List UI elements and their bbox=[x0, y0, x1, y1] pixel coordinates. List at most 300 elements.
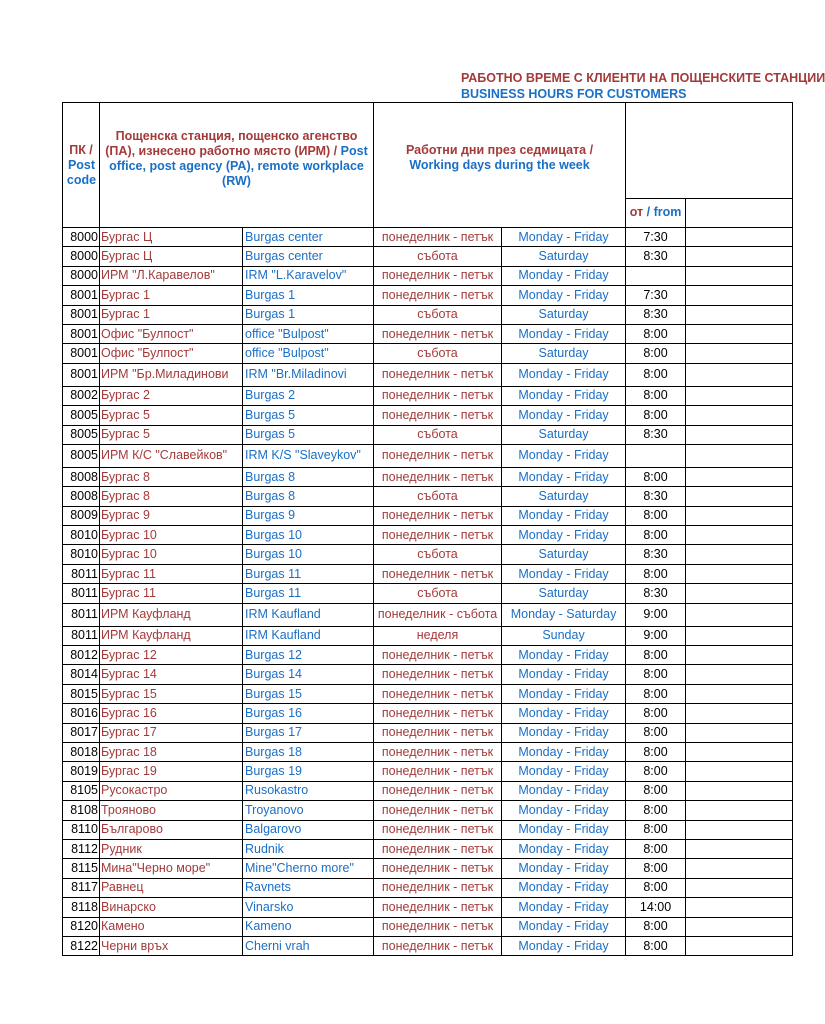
to-time-cell bbox=[686, 487, 793, 506]
header-postcode-bg: ПК / bbox=[69, 142, 93, 157]
days-en-cell: Monday - Friday bbox=[502, 324, 626, 343]
postcode-cell: 8001 bbox=[63, 363, 100, 386]
station-en-cell: Burgas 8 bbox=[243, 467, 374, 486]
days-en-cell: Monday - Friday bbox=[502, 684, 626, 703]
station-en-cell: IRM Kaufland bbox=[243, 603, 374, 626]
from-time-cell: 8:00 bbox=[626, 820, 686, 839]
station-en-cell: Burgas 5 bbox=[243, 425, 374, 444]
station-bg-cell: ИРМ Кауфланд bbox=[100, 626, 243, 645]
from-time-cell: 8:00 bbox=[626, 742, 686, 761]
from-time-cell: 8:00 bbox=[626, 801, 686, 820]
days-bg-cell: понеделник - петък bbox=[374, 917, 502, 936]
to-time-cell bbox=[686, 228, 793, 247]
header-days-bg: Работни дни през седмицата / bbox=[406, 143, 594, 157]
table-row bbox=[63, 839, 793, 858]
days-en-cell: Monday - Friday bbox=[502, 878, 626, 897]
hours-table-container bbox=[62, 102, 768, 953]
postcode-cell: 8008 bbox=[63, 487, 100, 506]
table-row bbox=[63, 603, 793, 626]
postcode-cell: 8108 bbox=[63, 801, 100, 820]
days-bg-cell: понеделник - петък bbox=[374, 723, 502, 742]
postcode-cell: 8001 bbox=[63, 286, 100, 305]
station-bg-cell: Бургас 5 bbox=[100, 425, 243, 444]
from-time-cell: 9:00 bbox=[626, 626, 686, 645]
to-time-cell bbox=[686, 406, 793, 425]
from-time-cell: 8:00 bbox=[626, 324, 686, 343]
postcode-cell: 8005 bbox=[63, 444, 100, 467]
from-time-cell: 7:30 bbox=[626, 286, 686, 305]
table-row bbox=[63, 247, 793, 266]
station-bg-cell: ИРМ "Л.Каравелов" bbox=[100, 266, 243, 285]
days-en-cell: Monday - Friday bbox=[502, 665, 626, 684]
table-row bbox=[63, 386, 793, 405]
table-row bbox=[63, 467, 793, 486]
postcode-cell: 8001 bbox=[63, 324, 100, 343]
to-time-cell bbox=[686, 878, 793, 897]
to-time-cell bbox=[686, 545, 793, 564]
header-station bbox=[100, 103, 374, 228]
station-en-cell: Burgas 19 bbox=[243, 762, 374, 781]
days-bg-cell: понеделник - петък bbox=[374, 801, 502, 820]
to-time-cell bbox=[686, 704, 793, 723]
from-time-cell: 8:00 bbox=[626, 646, 686, 665]
to-time-cell bbox=[686, 564, 793, 583]
days-bg-cell: понеделник - петък bbox=[374, 704, 502, 723]
days-bg-cell: понеделник - петък bbox=[374, 444, 502, 467]
station-en-cell: Burgas 11 bbox=[243, 564, 374, 583]
header-row bbox=[63, 103, 793, 199]
days-bg-cell: събота bbox=[374, 247, 502, 266]
table-row bbox=[63, 781, 793, 800]
table-row bbox=[63, 898, 793, 917]
days-en-cell: Monday - Friday bbox=[502, 506, 626, 525]
station-en-cell: Burgas 10 bbox=[243, 526, 374, 545]
table-row bbox=[63, 266, 793, 285]
table-row bbox=[63, 665, 793, 684]
table-row bbox=[63, 762, 793, 781]
station-en-cell: Burgas 18 bbox=[243, 742, 374, 761]
postcode-cell: 8016 bbox=[63, 704, 100, 723]
to-time-cell bbox=[686, 742, 793, 761]
to-time-cell bbox=[686, 247, 793, 266]
from-time-cell: 8:00 bbox=[626, 762, 686, 781]
table-row bbox=[63, 305, 793, 324]
station-bg-cell: Бургас 11 bbox=[100, 584, 243, 603]
postcode-cell: 8110 bbox=[63, 820, 100, 839]
station-en-cell: Burgas 9 bbox=[243, 506, 374, 525]
station-bg-cell: Бургас 12 bbox=[100, 646, 243, 665]
to-time-cell bbox=[686, 344, 793, 363]
station-bg-cell: Равнец bbox=[100, 878, 243, 897]
days-bg-cell: понеделник - петък bbox=[374, 646, 502, 665]
to-time-cell bbox=[686, 936, 793, 955]
from-time-cell: 7:30 bbox=[626, 228, 686, 247]
to-time-cell bbox=[686, 723, 793, 742]
station-bg-cell: Българово bbox=[100, 820, 243, 839]
table-row bbox=[63, 684, 793, 703]
days-bg-cell: понеделник - събота bbox=[374, 603, 502, 626]
table-row bbox=[63, 425, 793, 444]
header-days-en: Working days during the week bbox=[409, 158, 590, 172]
station-bg-cell: Бургас 9 bbox=[100, 506, 243, 525]
from-time-cell bbox=[626, 444, 686, 467]
to-time-cell bbox=[686, 684, 793, 703]
days-bg-cell: събота bbox=[374, 425, 502, 444]
days-bg-cell: събота bbox=[374, 305, 502, 324]
station-bg-cell: Бургас 17 bbox=[100, 723, 243, 742]
station-bg-cell: Офис "Булпост" bbox=[100, 324, 243, 343]
station-bg-cell: Бургас Ц bbox=[100, 228, 243, 247]
from-time-cell: 8:00 bbox=[626, 665, 686, 684]
days-bg-cell: събота bbox=[374, 487, 502, 506]
table-row bbox=[63, 936, 793, 955]
postcode-cell: 8011 bbox=[63, 603, 100, 626]
station-bg-cell: Бургас 8 bbox=[100, 487, 243, 506]
postcode-cell: 8001 bbox=[63, 305, 100, 324]
station-bg-cell: Трояново bbox=[100, 801, 243, 820]
station-en-cell: Burgas 17 bbox=[243, 723, 374, 742]
table-row bbox=[63, 526, 793, 545]
station-bg-cell: Камено bbox=[100, 917, 243, 936]
days-en-cell: Monday - Friday bbox=[502, 839, 626, 858]
postcode-cell: 8105 bbox=[63, 781, 100, 800]
station-en-cell: Burgas 11 bbox=[243, 584, 374, 603]
station-bg-cell: ИРМ "Бр.Миладинови bbox=[100, 363, 243, 386]
days-en-cell: Monday - Friday bbox=[502, 859, 626, 878]
to-time-cell bbox=[686, 286, 793, 305]
days-en-cell: Sunday bbox=[502, 626, 626, 645]
postcode-cell: 8112 bbox=[63, 839, 100, 858]
station-en-cell: Burgas 10 bbox=[243, 545, 374, 564]
from-time-cell: 14:00 bbox=[626, 898, 686, 917]
days-bg-cell: събота bbox=[374, 545, 502, 564]
days-bg-cell: понеделник - петък bbox=[374, 859, 502, 878]
from-time-cell bbox=[626, 266, 686, 285]
days-en-cell: Saturday bbox=[502, 425, 626, 444]
to-time-cell bbox=[686, 898, 793, 917]
days-bg-cell: понеделник - петък bbox=[374, 839, 502, 858]
from-time-cell: 8:00 bbox=[626, 781, 686, 800]
days-en-cell: Saturday bbox=[502, 344, 626, 363]
station-bg-cell: ИРМ Кауфланд bbox=[100, 603, 243, 626]
station-bg-cell: Бургас 16 bbox=[100, 704, 243, 723]
postcode-cell: 8015 bbox=[63, 684, 100, 703]
days-bg-cell: понеделник - петък bbox=[374, 898, 502, 917]
table-row bbox=[63, 324, 793, 343]
station-bg-cell: Бургас 1 bbox=[100, 286, 243, 305]
postcode-cell: 8002 bbox=[63, 386, 100, 405]
station-bg-cell: Бургас 11 bbox=[100, 564, 243, 583]
station-en-cell: Burgas center bbox=[243, 247, 374, 266]
table-row bbox=[63, 917, 793, 936]
station-bg-cell: Мина"Черно море" bbox=[100, 859, 243, 878]
to-time-cell bbox=[686, 584, 793, 603]
to-time-cell bbox=[686, 444, 793, 467]
days-bg-cell: понеделник - петък bbox=[374, 506, 502, 525]
station-en-cell: Balgarovo bbox=[243, 820, 374, 839]
header-sep: / bbox=[646, 205, 651, 220]
station-en-cell: Burgas 14 bbox=[243, 665, 374, 684]
table-row bbox=[63, 564, 793, 583]
days-en-cell: Saturday bbox=[502, 305, 626, 324]
table-row bbox=[63, 545, 793, 564]
from-time-cell: 8:00 bbox=[626, 936, 686, 955]
table-row bbox=[63, 444, 793, 467]
station-en-cell: Burgas 8 bbox=[243, 487, 374, 506]
days-bg-cell: понеделник - петък bbox=[374, 684, 502, 703]
days-bg-cell: понеделник - петък bbox=[374, 878, 502, 897]
from-time-cell: 8:00 bbox=[626, 704, 686, 723]
station-bg-cell: Бургас 5 bbox=[100, 406, 243, 425]
days-bg-cell: събота bbox=[374, 344, 502, 363]
station-en-cell: Vinarsko bbox=[243, 898, 374, 917]
header-days bbox=[374, 103, 626, 228]
days-en-cell: Monday - Friday bbox=[502, 704, 626, 723]
from-time-cell: 8:00 bbox=[626, 684, 686, 703]
days-en-cell: Monday - Friday bbox=[502, 228, 626, 247]
days-en-cell: Saturday bbox=[502, 247, 626, 266]
table-row bbox=[63, 704, 793, 723]
days-bg-cell: понеделник - петък bbox=[374, 762, 502, 781]
days-en-cell: Monday - Friday bbox=[502, 363, 626, 386]
station-bg-cell: Рудник bbox=[100, 839, 243, 858]
to-time-cell bbox=[686, 665, 793, 684]
to-time-cell bbox=[686, 363, 793, 386]
from-time-cell: 8:30 bbox=[626, 545, 686, 564]
days-en-cell: Saturday bbox=[502, 545, 626, 564]
days-en-cell: Saturday bbox=[502, 487, 626, 506]
days-bg-cell: понеделник - петък bbox=[374, 564, 502, 583]
days-bg-cell: понеделник - петък bbox=[374, 324, 502, 343]
from-time-cell: 8:00 bbox=[626, 363, 686, 386]
station-bg-cell: Бургас Ц bbox=[100, 247, 243, 266]
table-row bbox=[63, 626, 793, 645]
to-time-cell bbox=[686, 801, 793, 820]
table-row bbox=[63, 506, 793, 525]
from-time-cell: 8:30 bbox=[626, 425, 686, 444]
postcode-cell: 8009 bbox=[63, 506, 100, 525]
to-time-cell bbox=[686, 305, 793, 324]
station-en-cell: Rusokastro bbox=[243, 781, 374, 800]
table-row bbox=[63, 228, 793, 247]
header-station-en: Post office, post agency (PA), remote workplace (RW) bbox=[109, 144, 368, 188]
days-en-cell: Monday - Friday bbox=[502, 266, 626, 285]
to-time-cell bbox=[686, 526, 793, 545]
from-time-cell: 8:00 bbox=[626, 917, 686, 936]
to-time-cell bbox=[686, 425, 793, 444]
days-bg-cell: събота bbox=[374, 584, 502, 603]
postcode-cell: 8017 bbox=[63, 723, 100, 742]
from-time-cell: 8:00 bbox=[626, 878, 686, 897]
station-en-cell: IRM "L.Karavelov" bbox=[243, 266, 374, 285]
station-bg-cell: Бургас 10 bbox=[100, 526, 243, 545]
station-en-cell: office "Bulpost" bbox=[243, 324, 374, 343]
days-en-cell: Monday - Saturday bbox=[502, 603, 626, 626]
days-en-cell: Saturday bbox=[502, 584, 626, 603]
station-en-cell: Mine"Cherno more" bbox=[243, 859, 374, 878]
from-time-cell: 8:00 bbox=[626, 506, 686, 525]
from-time-cell: 9:00 bbox=[626, 603, 686, 626]
station-en-cell: IRM "Br.Miladinovi bbox=[243, 363, 374, 386]
postcode-cell: 8010 bbox=[63, 526, 100, 545]
station-bg-cell: Винарско bbox=[100, 898, 243, 917]
postcode-cell: 8011 bbox=[63, 626, 100, 645]
header-from-en: from bbox=[653, 205, 682, 220]
to-time-cell bbox=[686, 762, 793, 781]
days-bg-cell: понеделник - петък bbox=[374, 228, 502, 247]
table-row bbox=[63, 646, 793, 665]
days-bg-cell: понеделник - петък bbox=[374, 665, 502, 684]
header-postcode bbox=[63, 103, 100, 228]
station-en-cell: Burgas 12 bbox=[243, 646, 374, 665]
station-bg-cell: Офис "Булпост" bbox=[100, 344, 243, 363]
to-time-cell bbox=[686, 506, 793, 525]
days-bg-cell: понеделник - петък bbox=[374, 936, 502, 955]
days-bg-cell: неделя bbox=[374, 626, 502, 645]
from-time-cell: 8:00 bbox=[626, 526, 686, 545]
to-time-cell bbox=[686, 781, 793, 800]
postcode-cell: 8005 bbox=[63, 406, 100, 425]
table-row bbox=[63, 859, 793, 878]
to-time-cell bbox=[686, 820, 793, 839]
days-en-cell: Monday - Friday bbox=[502, 646, 626, 665]
header-postcode-en: Postcode bbox=[66, 157, 97, 187]
days-bg-cell: понеделник - петък bbox=[374, 266, 502, 285]
table-row bbox=[63, 723, 793, 742]
postcode-cell: 8122 bbox=[63, 936, 100, 955]
from-time-cell: 8:00 bbox=[626, 344, 686, 363]
station-en-cell: Burgas 16 bbox=[243, 704, 374, 723]
station-bg-cell: Бургас 1 bbox=[100, 305, 243, 324]
days-bg-cell: понеделник - петък bbox=[374, 406, 502, 425]
postcode-cell: 8117 bbox=[63, 878, 100, 897]
table-row bbox=[63, 363, 793, 386]
to-time-cell bbox=[686, 324, 793, 343]
station-en-cell: Burgas 15 bbox=[243, 684, 374, 703]
days-bg-cell: понеделник - петък bbox=[374, 820, 502, 839]
postcode-cell: 8120 bbox=[63, 917, 100, 936]
postcode-cell: 8000 bbox=[63, 247, 100, 266]
station-en-cell: Burgas 1 bbox=[243, 305, 374, 324]
days-en-cell: Monday - Friday bbox=[502, 406, 626, 425]
from-time-cell: 8:30 bbox=[626, 584, 686, 603]
to-time-cell bbox=[686, 839, 793, 858]
station-bg-cell: Бургас 14 bbox=[100, 665, 243, 684]
postcode-cell: 8019 bbox=[63, 762, 100, 781]
postcode-cell: 8118 bbox=[63, 898, 100, 917]
station-en-cell: Cherni vrah bbox=[243, 936, 374, 955]
days-bg-cell: понеделник - петък bbox=[374, 781, 502, 800]
station-en-cell: Troyanovo bbox=[243, 801, 374, 820]
table-row bbox=[63, 584, 793, 603]
station-en-cell: Kameno bbox=[243, 917, 374, 936]
days-en-cell: Monday - Friday bbox=[502, 936, 626, 955]
postcode-cell: 8011 bbox=[63, 564, 100, 583]
from-time-cell: 8:00 bbox=[626, 564, 686, 583]
header-hours bbox=[626, 103, 793, 199]
station-bg-cell: Бургас 18 bbox=[100, 742, 243, 761]
days-bg-cell: понеделник - петък bbox=[374, 467, 502, 486]
station-en-cell: Burgas 2 bbox=[243, 386, 374, 405]
to-time-cell bbox=[686, 859, 793, 878]
days-en-cell: Monday - Friday bbox=[502, 467, 626, 486]
from-time-cell: 8:30 bbox=[626, 247, 686, 266]
to-time-cell bbox=[686, 917, 793, 936]
station-en-cell: Burgas 1 bbox=[243, 286, 374, 305]
from-time-cell: 8:00 bbox=[626, 839, 686, 858]
from-time-cell: 8:30 bbox=[626, 487, 686, 506]
days-en-cell: Monday - Friday bbox=[502, 801, 626, 820]
header-from-bg: от bbox=[629, 205, 644, 220]
postcode-cell: 8000 bbox=[63, 228, 100, 247]
postcode-cell: 8001 bbox=[63, 344, 100, 363]
days-en-cell: Monday - Friday bbox=[502, 820, 626, 839]
days-bg-cell: понеделник - петък bbox=[374, 386, 502, 405]
days-en-cell: Monday - Friday bbox=[502, 526, 626, 545]
days-en-cell: Monday - Friday bbox=[502, 917, 626, 936]
days-en-cell: Monday - Friday bbox=[502, 564, 626, 583]
days-bg-cell: понеделник - петък bbox=[374, 526, 502, 545]
table-row bbox=[63, 742, 793, 761]
to-time-cell bbox=[686, 386, 793, 405]
hours-table bbox=[62, 102, 793, 956]
table-row bbox=[63, 487, 793, 506]
to-time-cell bbox=[686, 626, 793, 645]
header-to bbox=[686, 198, 793, 227]
table-row bbox=[63, 344, 793, 363]
postcode-cell: 8011 bbox=[63, 584, 100, 603]
station-bg-cell: ИРМ К/С "Славейков" bbox=[100, 444, 243, 467]
header-station-bg: Пощенска станция, пощенско агенство (ПА), изнесено работно място (ИРМ) / bbox=[105, 129, 358, 158]
station-bg-cell: Русокастро bbox=[100, 781, 243, 800]
postcode-cell: 8018 bbox=[63, 742, 100, 761]
station-en-cell: IRM K/S "Slaveykov" bbox=[243, 444, 374, 467]
postcode-cell: 8012 bbox=[63, 646, 100, 665]
station-bg-cell: Бургас 2 bbox=[100, 386, 243, 405]
postcode-cell: 8014 bbox=[63, 665, 100, 684]
from-time-cell: 8:00 bbox=[626, 723, 686, 742]
days-en-cell: Monday - Friday bbox=[502, 742, 626, 761]
postcode-cell: 8008 bbox=[63, 467, 100, 486]
from-time-cell: 8:00 bbox=[626, 406, 686, 425]
to-time-cell bbox=[686, 266, 793, 285]
days-bg-cell: понеделник - петък bbox=[374, 742, 502, 761]
days-bg-cell: понеделник - петък bbox=[374, 363, 502, 386]
page-title-en: BUSINESS HOURS FOR CUSTOMERS bbox=[461, 87, 687, 101]
from-time-cell: 8:00 bbox=[626, 467, 686, 486]
days-en-cell: Monday - Friday bbox=[502, 762, 626, 781]
station-bg-cell: Бургас 19 bbox=[100, 762, 243, 781]
postcode-cell: 8000 bbox=[63, 266, 100, 285]
days-en-cell: Monday - Friday bbox=[502, 723, 626, 742]
to-time-cell bbox=[686, 646, 793, 665]
header-from bbox=[626, 198, 686, 227]
station-en-cell: IRM Kaufland bbox=[243, 626, 374, 645]
station-en-cell: Ravnets bbox=[243, 878, 374, 897]
station-en-cell: Burgas 5 bbox=[243, 406, 374, 425]
station-en-cell: Rudnik bbox=[243, 839, 374, 858]
table-row bbox=[63, 801, 793, 820]
from-time-cell: 8:00 bbox=[626, 859, 686, 878]
table-row bbox=[63, 820, 793, 839]
table-row bbox=[63, 406, 793, 425]
to-time-cell bbox=[686, 603, 793, 626]
table-row bbox=[63, 286, 793, 305]
days-en-cell: Monday - Friday bbox=[502, 386, 626, 405]
postcode-cell: 8010 bbox=[63, 545, 100, 564]
from-time-cell: 8:00 bbox=[626, 386, 686, 405]
station-en-cell: office "Bulpost" bbox=[243, 344, 374, 363]
